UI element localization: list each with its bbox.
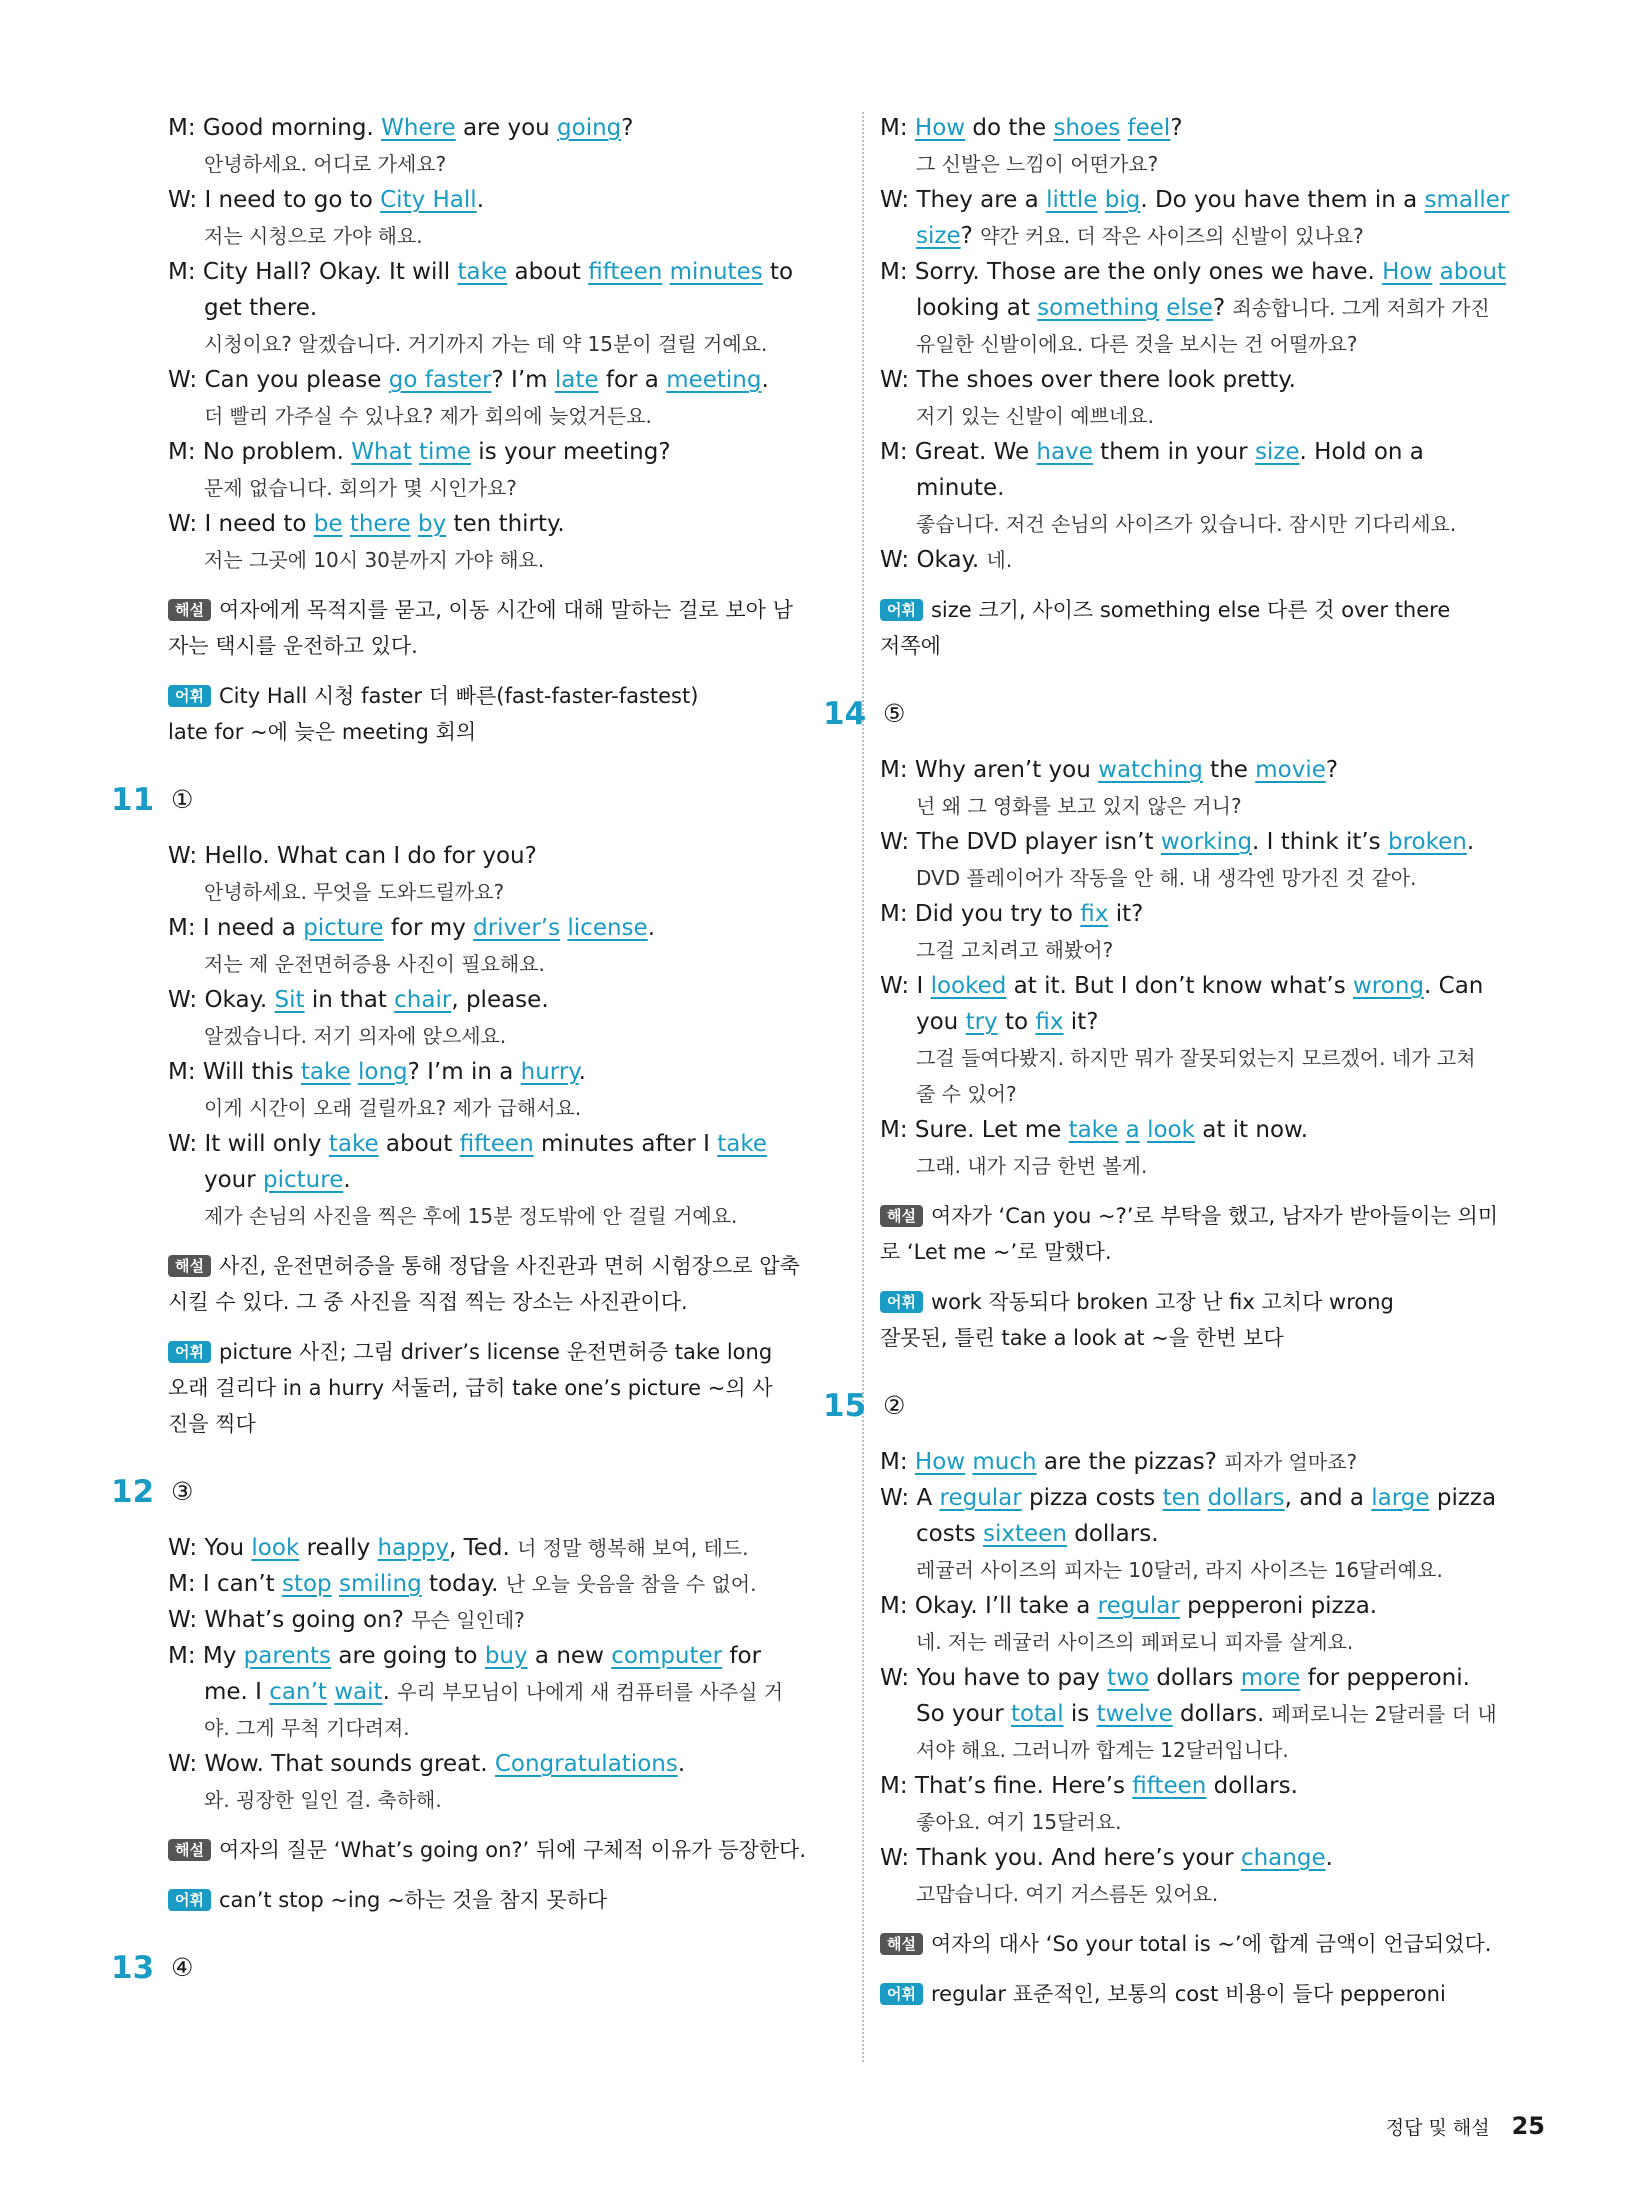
dialogue-line: M: I can’t stop smiling today. 난 오늘 웃음을 참을 수 없어.: [168, 1571, 757, 1597]
korean-translation-line: 줄 수 있어?: [916, 1082, 1017, 1106]
answer-blank: sixteen: [983, 1521, 1067, 1547]
dialogue-continuation: me. I can’t wait. 우리 부모님이 나에게 새 컴퓨터를 사주실 거: [204, 1679, 784, 1705]
answer-blank: picture: [303, 915, 384, 941]
note-line: 어휘 can’t stop ~ing ~하는 것을 참지 못하다: [168, 1882, 848, 1918]
answer-blank: computer: [611, 1643, 723, 1669]
answer-choice: ②: [883, 1391, 906, 1420]
korean-translation: 난 오늘 웃음을 참을 수 없어.: [505, 1572, 757, 1596]
korean-translation: 피자가 얼마죠?: [1224, 1450, 1358, 1474]
dialogue-line: M: How do the shoes feel?: [880, 115, 1183, 141]
dialogue-line: W: You have to pay two dollars more for pepperoni.: [880, 1665, 1470, 1691]
answer-blank: fifteen: [588, 259, 663, 285]
answer-blank: late: [554, 367, 599, 393]
answer-blank: parents: [243, 1643, 332, 1669]
answer-blank: go faster: [388, 367, 492, 393]
vocabulary-badge: 어휘: [880, 1291, 923, 1313]
answer-blank: take: [717, 1131, 767, 1157]
answer-blank: size: [1254, 439, 1300, 465]
answer-blank: buy: [484, 1643, 528, 1669]
vocabulary-note: [880, 1976, 1540, 2012]
dialogue-continuation: get there.: [204, 295, 318, 321]
answer-blank: fix: [1035, 1009, 1064, 1035]
korean-translation-line: 와. 굉장한 일인 걸. 축하해.: [204, 1788, 442, 1812]
answer-blank: twelve: [1096, 1701, 1173, 1727]
korean-translation-line: 시청이요? 알겠습니다. 거기까지 가는 데 약 15분이 걸릴 거예요.: [204, 332, 768, 356]
korean-translation-line: 좋습니다. 저건 손님의 사이즈가 있습니다. 잠시만 기다리세요.: [916, 512, 1457, 536]
korean-translation-line: 야. 그게 무척 기다려져.: [204, 1716, 410, 1740]
answer-blank: How: [914, 115, 966, 141]
answer-blank: fifteen: [459, 1131, 534, 1157]
answer-blank: much: [972, 1449, 1037, 1475]
answer-blank: more: [1240, 1665, 1301, 1691]
answer-blank: going: [557, 115, 622, 141]
answer-blank: chair: [394, 987, 452, 1013]
answer-blank: large: [1371, 1485, 1430, 1511]
korean-translation-line: 좋아요. 여기 15달러요.: [916, 1810, 1122, 1834]
answer-blank: smaller: [1424, 187, 1510, 213]
note-line: 저쪽에: [880, 634, 941, 658]
vocabulary-note: [168, 678, 848, 750]
note-line: late for ~에 늦은 meeting 회의: [168, 720, 477, 744]
vocabulary-note: [880, 1284, 1540, 1356]
korean-translation-line: 안녕하세요. 어디로 가세요?: [204, 152, 447, 176]
answer-blank: stop: [281, 1571, 332, 1597]
answer-blank: size: [916, 223, 961, 249]
answer-blank: look: [251, 1535, 300, 1561]
korean-translation-line: 더 빨리 가주실 수 있나요? 제가 회의에 늦었거든요.: [204, 404, 652, 428]
note-line: 시킬 수 있다. 그 중 사진을 직접 찍는 장소는 사진관이다.: [168, 1290, 688, 1314]
note-line: 오래 걸리다 in a hurry 서둘러, 급히 take one’s picture ~의 사: [168, 1376, 773, 1400]
question-header: [111, 780, 848, 820]
answer-choice: ④: [171, 1953, 194, 1982]
note-line: 자는 택시를 운전하고 있다.: [168, 634, 418, 658]
question-header: [823, 1386, 1540, 1426]
dialogue-line: W: The shoes over there look pretty.: [880, 367, 1296, 393]
explanation-badge: 해설: [168, 599, 211, 621]
note-line: 해설 사진, 운전면허증을 통해 정답을 사진관과 면허 시험장으로 압축: [168, 1248, 848, 1284]
vocabulary-badge: 어휘: [880, 1983, 923, 2005]
answer-blank: total: [1011, 1701, 1064, 1727]
question-header: [111, 1472, 848, 1512]
dialogue-line: M: Will this take long? I’m in a hurry.: [168, 1059, 586, 1085]
korean-translation-line: 셔야 해요. 그러니까 합계는 12달러입니다.: [916, 1738, 1289, 1762]
answer-blank: else: [1166, 295, 1213, 321]
answer-blank: time: [419, 439, 471, 465]
korean-translation-line: 그래. 내가 지금 한번 볼게.: [916, 1154, 1148, 1178]
korean-translation-line: DVD 플레이어가 작동을 안 해. 내 생각엔 망가진 것 같아.: [916, 866, 1417, 890]
korean-translation-line: 고맙습니다. 여기 거스름돈 있어요.: [916, 1882, 1219, 1906]
answer-blank: long: [357, 1059, 408, 1085]
answer-blank: a: [1125, 1117, 1140, 1143]
korean-translation: 페퍼로니는 2달러를 더 내: [1271, 1702, 1497, 1726]
korean-translation-line: 그 신발은 느낌이 어떤가요?: [916, 152, 1159, 176]
answer-blank: hurry: [520, 1059, 579, 1085]
answer-blank: ten: [1162, 1485, 1201, 1511]
korean-translation-line: 그걸 들여다봤지. 하지만 뭐가 잘못되었는지 모르겠어. 네가 고쳐: [916, 1046, 1476, 1070]
dialogue-line: W: The DVD player isn’t working. I think it’s broken.: [880, 829, 1475, 855]
right-column: [823, 110, 1540, 2012]
answer-blank: take: [328, 1131, 379, 1157]
explanation-note: [168, 1248, 848, 1320]
dialogue-line: M: No problem. What time is your meeting?: [168, 439, 671, 465]
note-line: 잘못된, 틀린 take a look at ~을 한번 보다: [880, 1326, 1284, 1350]
korean-translation-line: 그걸 고치려고 해봤어?: [916, 938, 1114, 962]
answer-blank: wait: [334, 1679, 383, 1705]
answer-blank: How: [914, 1449, 966, 1475]
answer-blank: there: [349, 511, 411, 537]
answer-blank: smiling: [338, 1571, 422, 1597]
answer-blank: two: [1107, 1665, 1150, 1691]
dialogue-line: W: Can you please go faster? I’m late for a meeting.: [168, 367, 769, 393]
answer-blank: about: [1439, 259, 1507, 285]
answer-blank: meeting: [666, 367, 762, 393]
question-number: 12: [111, 1474, 155, 1510]
answer-blank: something: [1037, 295, 1159, 321]
answer-blank: Where: [381, 115, 456, 141]
dialogue-line: W: Hello. What can I do for you?: [168, 843, 537, 869]
note-line: 어휘 work 작동되다 broken 고장 난 fix 고치다 wrong: [880, 1284, 1540, 1320]
answer-blank: How: [1382, 259, 1433, 285]
korean-translation: 약간 커요. 더 작은 사이즈의 신발이 있나요?: [980, 224, 1364, 248]
vocabulary-badge: 어휘: [168, 1341, 211, 1363]
answer-blank: movie: [1255, 757, 1326, 783]
answer-blank: working: [1160, 829, 1253, 855]
dialogue-line: M: How much are the pizzas? 피자가 얼마죠?: [880, 1449, 1358, 1475]
dialogue-continuation: So your total is twelve dollars. 페퍼로니는 2달러를 더 내: [916, 1701, 1497, 1727]
explanation-note: [168, 592, 848, 664]
dialogue-line: W: Okay. 네.: [880, 547, 1013, 573]
answer-blank: little: [1046, 187, 1098, 213]
vocabulary-note: [880, 592, 1540, 664]
answer-blank: looked: [930, 973, 1007, 999]
vocabulary-badge: 어휘: [880, 599, 923, 621]
answer-blank: wrong: [1353, 973, 1425, 999]
note-line: 어휘 regular 표준적인, 보통의 cost 비용이 들다 pepperoni: [880, 1976, 1540, 2012]
korean-translation-line: 레귤러 사이즈의 피자는 10달러, 라지 사이즈는 16달러예요.: [916, 1558, 1443, 1582]
vocabulary-badge: 어휘: [168, 685, 211, 707]
dialogue-line: M: Okay. I’ll take a regular pepperoni pizza.: [880, 1593, 1378, 1619]
dialogue-line: W: Okay. Sit in that chair, please.: [168, 987, 549, 1013]
vocabulary-note: [168, 1882, 848, 1918]
korean-translation: 죄송합니다. 그게 저희가 가진: [1232, 296, 1490, 320]
answer-blank: What: [351, 439, 412, 465]
answer-blank: by: [417, 511, 447, 537]
korean-translation-line: 저는 그곳에 10시 30분까지 가야 해요.: [204, 548, 545, 572]
dialogue-line: M: My parents are going to buy a new computer for: [168, 1643, 762, 1669]
answer-choice: ①: [171, 785, 194, 814]
dialogue-line: W: Wow. That sounds great. Congratulations.: [168, 1751, 686, 1777]
answer-blank: take: [300, 1059, 351, 1085]
dialogue-line: M: Great. We have them in your size. Hold on a: [880, 439, 1424, 465]
dialogue-line: M: I need a picture for my driver’s license.: [168, 915, 656, 941]
note-line: 해설 여자가 ‘Can you ~?’로 부탁을 했고, 남자가 받아들이는 의미: [880, 1198, 1540, 1234]
dialogue-continuation: your picture.: [204, 1167, 351, 1193]
dialogue-line: M: City Hall? Okay. It will take about fifteen minutes to: [168, 259, 794, 285]
dialogue-continuation: looking at something else? 죄송합니다. 그게 저희가 가진: [916, 295, 1490, 321]
left-column: [111, 110, 848, 2006]
note-line: 해설 여자의 대사 ‘So your total is ~’에 합계 금액이 언급되었다.: [880, 1926, 1540, 1962]
answer-blank: Congratulations: [494, 1751, 678, 1777]
note-line: 어휘 size 크기, 사이즈 something else 다른 것 over there: [880, 592, 1540, 628]
vocabulary-badge: 어휘: [168, 1889, 211, 1911]
answer-blank: take: [1068, 1117, 1119, 1143]
dialogue-line: W: I need to be there by ten thirty.: [168, 511, 565, 537]
explanation-badge: 해설: [880, 1933, 923, 1955]
note-line: 해설 여자에게 목적지를 묻고, 이동 시간에 대해 말하는 걸로 보아 남: [168, 592, 848, 628]
note-line: 로 ‘Let me ~’로 말했다.: [880, 1240, 1112, 1264]
answer-blank: City Hall: [380, 187, 477, 213]
answer-blank: shoes: [1053, 115, 1121, 141]
answer-blank: picture: [263, 1167, 344, 1193]
dialogue-line: W: It will only take about fifteen minutes after I take: [168, 1131, 767, 1157]
korean-translation-line: 제가 손님의 사진을 찍은 후에 15분 정도밖에 안 걸릴 거예요.: [204, 1204, 738, 1228]
dialogue-continuation: minute.: [916, 475, 1005, 501]
question-number: 11: [111, 782, 155, 818]
question-header: [111, 1948, 848, 1988]
dialogue-line: W: A regular pizza costs ten dollars, and a large pizza: [880, 1485, 1497, 1511]
korean-translation-line: 유일한 신발이에요. 다른 것을 보시는 건 어떨까요?: [916, 332, 1358, 356]
column-divider: [862, 112, 864, 2062]
explanation-badge: 해설: [880, 1205, 923, 1227]
answer-blank: regular: [1097, 1593, 1180, 1619]
answer-blank: Sit: [274, 987, 305, 1013]
dialogue-line: M: Did you try to fix it?: [880, 901, 1144, 927]
question-number: 13: [111, 1950, 155, 1986]
explanation-note: [880, 1926, 1540, 1962]
answer-blank: watching: [1098, 757, 1203, 783]
answer-blank: have: [1036, 439, 1093, 465]
explanation-badge: 해설: [168, 1839, 211, 1861]
page-number: 25: [1511, 2112, 1545, 2140]
answer-blank: take: [457, 259, 508, 285]
korean-translation: 너 정말 행복해 보여, 테드.: [517, 1536, 749, 1560]
note-line: 어휘 City Hall 시청 faster 더 빠른(fast-faster-fastest): [168, 678, 848, 714]
explanation-note: [880, 1198, 1540, 1270]
answer-blank: minutes: [669, 259, 763, 285]
answer-blank: driver’s: [473, 915, 561, 941]
explanation-badge: 해설: [168, 1255, 211, 1277]
question-number: 14: [823, 696, 867, 732]
answer-blank: can’t: [269, 1679, 327, 1705]
dialogue-continuation: costs sixteen dollars.: [916, 1521, 1159, 1547]
dialogue-line: W: Thank you. And here’s your change.: [880, 1845, 1333, 1871]
answer-blank: fix: [1080, 901, 1109, 927]
korean-translation-line: 문제 없습니다. 회의가 몇 시인가요?: [204, 476, 517, 500]
note-line: 어휘 picture 사진; 그림 driver’s license 운전면허증 take long: [168, 1334, 848, 1370]
dialogue-line: W: You look really happy, Ted. 너 정말 행복해 보여, 테드.: [168, 1535, 749, 1561]
answer-blank: feel: [1127, 115, 1171, 141]
answer-blank: big: [1104, 187, 1141, 213]
korean-translation-line: 저는 제 운전면허증용 사진이 필요해요.: [204, 952, 545, 976]
dialogue-line: W: I looked at it. But I don’t know what’s wrong. Can: [880, 973, 1484, 999]
vocabulary-note: [168, 1334, 848, 1442]
dialogue-line: W: What’s going on? 무슨 일인데?: [168, 1607, 525, 1633]
korean-translation-line: 네. 저는 레귤러 사이즈의 페퍼로니 피자를 살게요.: [916, 1630, 1354, 1654]
answer-choice: ⑤: [883, 699, 906, 728]
explanation-note: [168, 1832, 848, 1868]
question-number: 15: [823, 1388, 867, 1424]
dialogue-line: M: That’s fine. Here’s fifteen dollars.: [880, 1773, 1298, 1799]
answer-blank: happy: [377, 1535, 449, 1561]
answer-blank: regular: [939, 1485, 1022, 1511]
question-header: [823, 694, 1540, 734]
dialogue-line: W: They are a little big. Do you have them in a smaller: [880, 187, 1510, 213]
page-footer: [1386, 2112, 1545, 2140]
answer-blank: try: [965, 1009, 998, 1035]
answer-blank: be: [313, 511, 343, 537]
answer-blank: fifteen: [1132, 1773, 1207, 1799]
korean-translation-line: 알겠습니다. 저기 의자에 앉으세요.: [204, 1024, 507, 1048]
korean-translation: 무슨 일인데?: [411, 1608, 525, 1632]
korean-translation-line: 안녕하세요. 무엇을 도와드릴까요?: [204, 880, 505, 904]
answer-blank: look: [1147, 1117, 1195, 1143]
dialogue-line: W: I need to go to City Hall.: [168, 187, 484, 213]
note-line: 해설 여자의 질문 ‘What’s going on?’ 뒤에 구체적 이유가 등장한다.: [168, 1832, 848, 1868]
korean-translation-line: 저는 시청으로 가야 해요.: [204, 224, 423, 248]
korean-translation-line: 이게 시간이 오래 걸릴까요? 제가 급해서요.: [204, 1096, 582, 1120]
dialogue-continuation: size? 약간 커요. 더 작은 사이즈의 신발이 있나요?: [916, 223, 1364, 249]
footer-label: 정답 및 해설: [1385, 2117, 1490, 2139]
korean-translation: 우리 부모님이 나에게 새 컴퓨터를 사주실 거: [397, 1680, 784, 1704]
korean-translation-line: 넌 왜 그 영화를 보고 있지 않은 거니?: [916, 794, 1242, 818]
dialogue-continuation: you try to fix it?: [916, 1009, 1099, 1035]
dialogue-line: M: Why aren’t you watching the movie?: [880, 757, 1339, 783]
answer-choice: ③: [171, 1477, 194, 1506]
dialogue-line: M: Sorry. Those are the only ones we have. How about: [880, 259, 1507, 285]
korean-translation: 네.: [986, 548, 1013, 572]
dialogue-line: M: Sure. Let me take a look at it now.: [880, 1117, 1309, 1143]
answer-blank: change: [1240, 1845, 1326, 1871]
answer-blank: broken: [1387, 829, 1467, 855]
dialogue-line: M: Good morning. Where are you going?: [168, 115, 634, 141]
answer-blank: license: [567, 915, 648, 941]
korean-translation-line: 저기 있는 신발이 예쁘네요.: [916, 404, 1154, 428]
note-line: 진을 찍다: [168, 1412, 256, 1436]
answer-blank: dollars: [1207, 1485, 1285, 1511]
